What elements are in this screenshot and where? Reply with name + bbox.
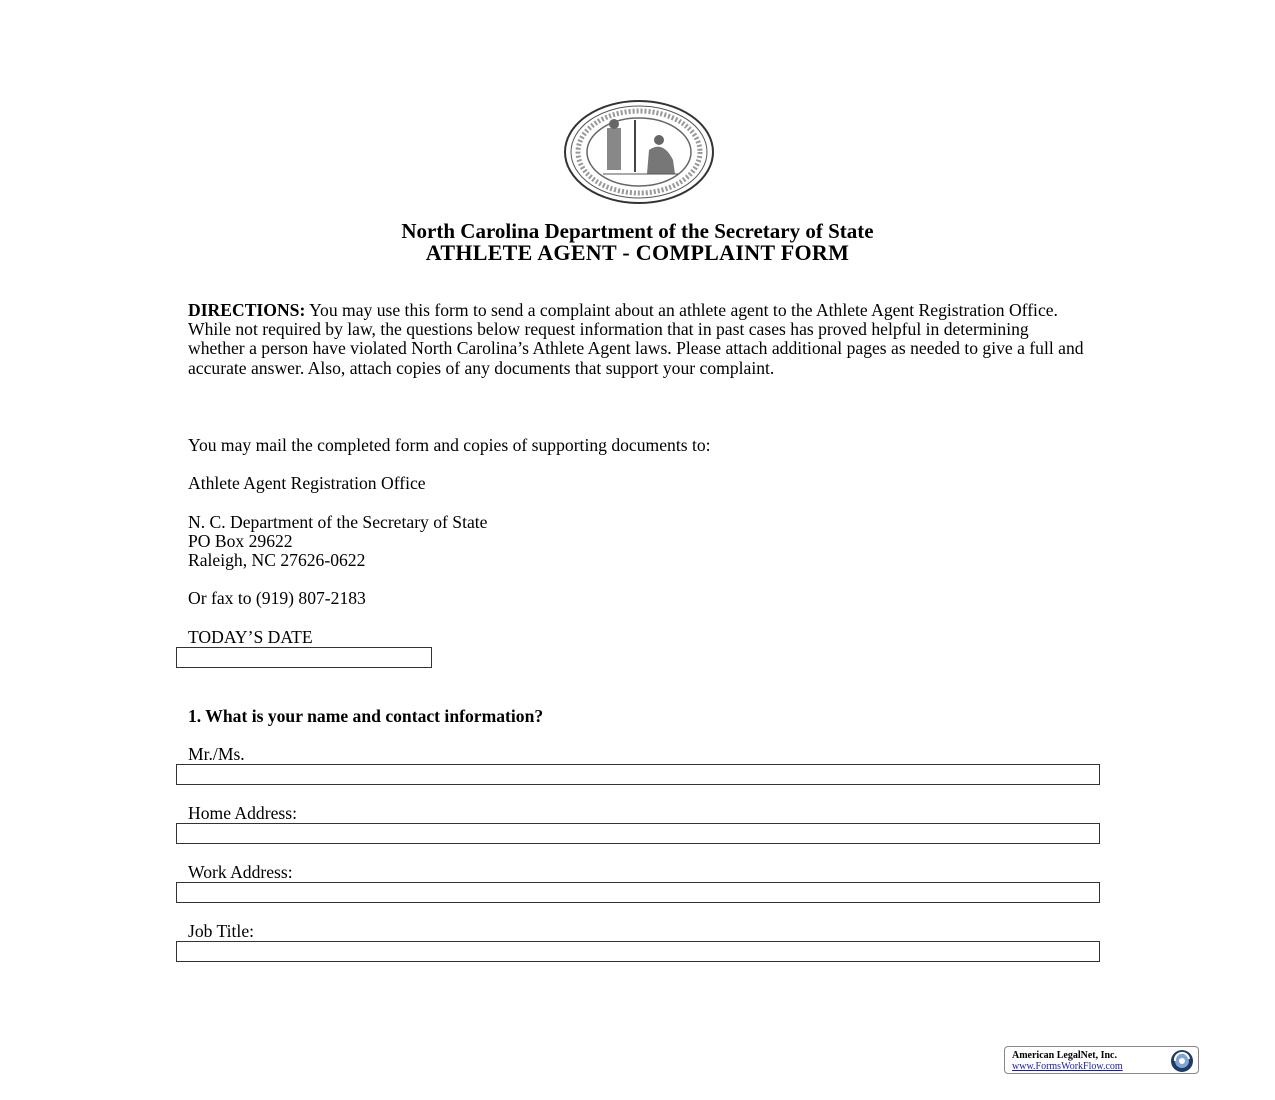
department-title: North Carolina Department of the Secretary of State [401,219,874,243]
work-address-label: Work Address: [188,862,293,882]
directions-paragraph [188,301,1088,378]
name-field-box [176,764,1100,785]
home-address-field-box [176,823,1100,844]
work-address-input[interactable] [177,883,1099,902]
job-title-input[interactable] [177,942,1099,961]
home-address-input[interactable] [177,824,1099,843]
globe-logo-icon [1170,1049,1194,1073]
date-field-box [176,647,432,668]
mailing-intro: You may mail the completed form and copies of supporting documents to: [188,435,711,455]
directions-text: You may use this form to send a complaint about an athlete agent to the Athlete Agent Registration Office. While not required by law, the questions below request information that in past cases has proved helpful in determining whether a person have violated North Carolina’s Athlete Agent laws. Please attach additional pages as needed to give a full and accurate answer. Also, attach copies of any documents that support your complaint. [188,300,1084,378]
address-line-2: PO Box 29622 [188,531,293,551]
form-title: ATHLETE AGENT - COMPLAINT FORM [425,240,850,265]
state-seal-icon [563,100,715,204]
home-address-label: Home Address: [188,803,297,823]
job-title-label: Job Title: [188,921,255,941]
office-name: Athlete Agent Registration Office [188,473,426,493]
badge-url-link[interactable]: www.FormsWorkFlow.com [1012,1061,1123,1072]
job-title-field-box [176,941,1100,962]
address-line-3: Raleigh, NC 27626-0622 [188,550,366,570]
date-label: TODAY’S DATE [188,627,313,647]
directions-label: DIRECTIONS: [188,300,306,320]
fax-number: Or fax to (919) 807-2183 [188,588,366,608]
question-1-title: 1. What is your name and contact information? [188,706,544,726]
name-label: Mr./Ms. [188,744,245,764]
name-input[interactable] [177,765,1099,784]
todays-date-input[interactable] [177,648,431,667]
badge-company: American LegalNet, Inc. [1012,1050,1117,1061]
work-address-field-box [176,882,1100,903]
footer-badge[interactable] [1004,1046,1199,1074]
address-line-1: N. C. Department of the Secretary of State [188,512,488,532]
